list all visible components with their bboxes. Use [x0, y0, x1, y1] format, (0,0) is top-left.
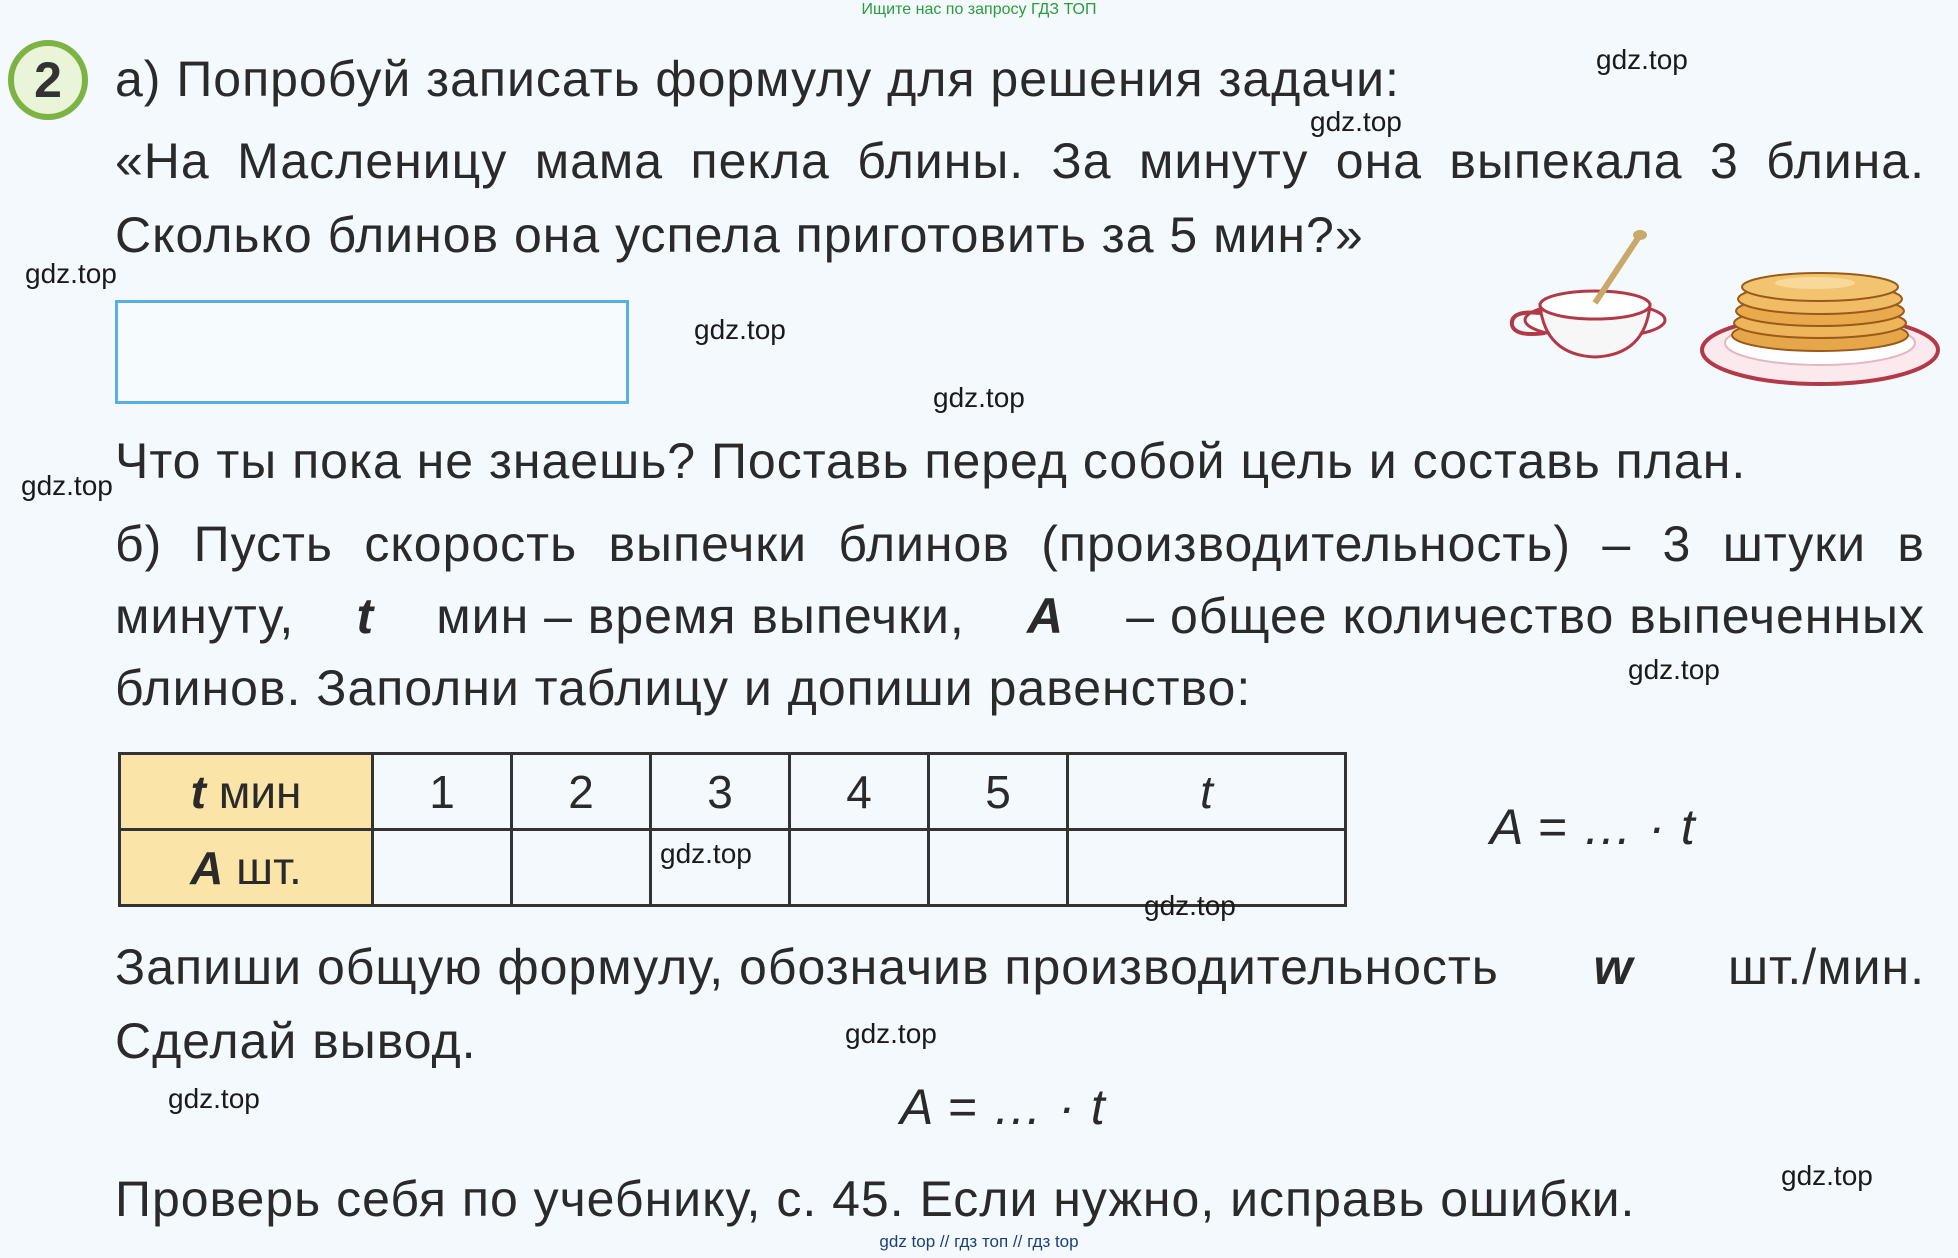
text-total: – общее количество выпеченных	[1126, 588, 1925, 644]
table-header-t	[120, 754, 373, 830]
task-number-badge: 2	[8, 40, 88, 120]
watermark: gdz.top	[1144, 890, 1236, 921]
table-input-a5[interactable]	[929, 830, 1068, 906]
problem-line-2: Сколько блинов она успела приготовить за 5 мин?»	[115, 207, 1364, 263]
side-equation: A = … · t	[1490, 799, 1696, 855]
bottom-banner: gdz top // гдз топ // гдз top	[879, 1232, 1079, 1251]
watermark: gdz.top	[168, 1083, 260, 1114]
part-b-line-2	[115, 587, 1925, 645]
formula-unit: шт./мин.	[1727, 939, 1925, 995]
watermark: gdz.top	[1781, 1160, 1873, 1191]
production-table	[118, 752, 1347, 907]
watermark: gdz.top	[694, 314, 786, 345]
top-banner: Ищите нас по запросу ГДЗ ТОП	[861, 1, 1097, 18]
text-time: мин – время выпечки,	[436, 588, 965, 644]
goal-line: Что ты пока не знаешь? Поставь перед собой цель и составь план.	[115, 433, 1747, 489]
table-input-a4[interactable]	[790, 830, 929, 906]
var-A: A	[1026, 588, 1065, 644]
watermark: gdz.top	[845, 1018, 937, 1049]
watermark: gdz.top	[660, 838, 752, 869]
table-cell-t4: 4	[790, 754, 929, 830]
watermark: gdz.top	[933, 382, 1025, 413]
table-input-a1[interactable]	[373, 830, 512, 906]
table-row-time	[120, 754, 1346, 830]
pancakes-illustration	[1500, 225, 1940, 400]
header-unit-pcs: шт.	[236, 841, 302, 894]
watermark: gdz.top	[1596, 44, 1688, 75]
part-b-line-3: блинов. Заполни таблицу и допиши равенство:	[115, 660, 1252, 716]
bottom-equation: A = … · t	[900, 1079, 1106, 1135]
table-cell-t2: 2	[512, 754, 651, 830]
formula-answer-box[interactable]	[115, 300, 629, 404]
task-a-intro: а) Попробуй записать формулу для решения задачи:	[115, 51, 1400, 107]
header-var-t: t	[190, 765, 206, 818]
problem-line-1: «На Масленицу мама пекла блины. За минуту она выпекала 3 блина.	[115, 133, 1925, 189]
formula-text: Запиши общую формулу, обозначив производительность	[115, 939, 1499, 995]
table-cell-t: t	[1068, 754, 1346, 830]
header-unit-min: мин	[218, 765, 302, 818]
table-input-a2[interactable]	[512, 830, 651, 906]
table-cell-t1: 1	[373, 754, 512, 830]
part-b-line-1: б) Пусть скорость выпечки блинов (производительность) – 3 штуки в	[115, 516, 1925, 572]
text-minute: минуту,	[115, 588, 295, 644]
var-t: t	[356, 588, 375, 644]
watermark: gdz.top	[21, 470, 113, 501]
table-cell-t3: 3	[651, 754, 790, 830]
var-w: w	[1593, 939, 1634, 995]
check-line: Проверь себя по учебнику, с. 45. Если нужно, исправь ошибки.	[115, 1171, 1636, 1227]
watermark: gdz.top	[25, 258, 117, 289]
formula-line	[115, 938, 1925, 996]
conclusion-line: Сделай вывод.	[115, 1013, 477, 1069]
watermark: gdz.top	[1628, 654, 1720, 685]
table-header-A	[120, 830, 373, 906]
table-cell-t5: 5	[929, 754, 1068, 830]
watermark: gdz.top	[1310, 106, 1402, 137]
header-var-A: A	[190, 841, 224, 894]
